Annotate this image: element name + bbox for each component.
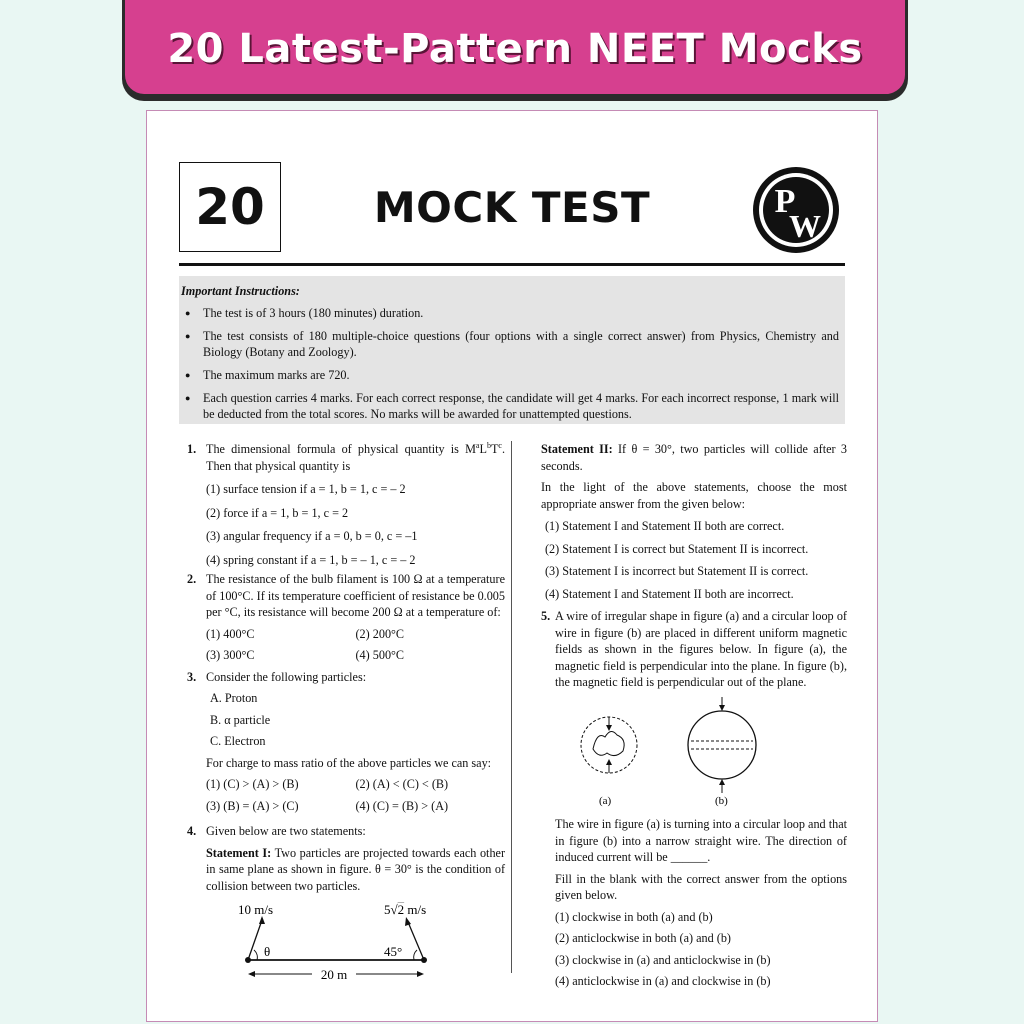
option: (4) anticlockwise in (a) and clockwise in (b): [555, 974, 771, 988]
svg-text:W: W: [789, 208, 821, 244]
instructions-list: [181, 305, 839, 422]
question-4: [187, 823, 505, 987]
mock-test-page: [146, 110, 878, 1022]
question-subtext: For charge to mass ratio of the above particles we can say:: [206, 755, 492, 770]
svg-text:θ: θ: [264, 944, 271, 959]
question-5: [541, 608, 847, 990]
svg-text:45°: 45°: [384, 944, 403, 959]
list-item: A. Proton: [210, 691, 258, 705]
projectile-figure: [224, 902, 444, 982]
option: (3) clockwise in (a) and anticlockwise in (b): [555, 952, 771, 967]
instructions-heading: Important Instructions:: [181, 284, 300, 298]
option: (3) Statement I is incorrect but Statement II is correct.: [545, 564, 809, 578]
test-number-box: 20: [179, 162, 281, 252]
option: (4) 500°C: [355, 648, 405, 662]
instruction-item: ● The maximum marks are 720.: [181, 367, 839, 383]
option: (3) (B) = (A) > (C): [206, 798, 299, 813]
question-number: 4.: [187, 824, 197, 838]
question-text: A wire of irregular shape in figure (a) and a circular loop of wire in figure (b) are placed in different uniform magnetic fields as shown in the figures below. In figure (a), the magnetic field is perpendicular into the plane. In figure (b), the magnetic field is perpendicular out of the plane.: [555, 609, 847, 689]
right-column: [541, 441, 847, 990]
list-item: C. Electron: [210, 734, 266, 748]
question-prompt: In the light of the above statements, choose the most appropriate answer from the given below:: [541, 480, 847, 511]
question-number: 3.: [187, 669, 197, 684]
header-rule: [179, 263, 845, 266]
option: (2) anticlockwise in both (a) and (b): [555, 931, 731, 945]
option: (1) surface tension if a = 1, b = 1, c = – 2: [206, 482, 406, 496]
question-number: 2.: [187, 572, 197, 586]
option: (4) spring constant if a = 1, b = – 1, c = – 2: [206, 552, 416, 567]
pw-logo-icon: [751, 165, 841, 255]
question-subtext: The wire in figure (a) is turning into a circular loop and that in figure (b) into a narrow straight wire. The direction of induced current will be ______.: [555, 817, 847, 864]
option: (1) (C) > (A) > (B): [206, 777, 299, 791]
option: (2) 200°C: [355, 626, 405, 641]
question-text: Consider the following particles:: [206, 669, 367, 684]
question-text: The resistance of the bulb filament is 100 Ω at a temperature of 100°C. If its temperature coefficient of resistance be 0.005 per °C, its resistance will become 200 Ω at a temperature of:: [206, 572, 505, 619]
column-divider: [511, 441, 512, 973]
option: (1) 400°C: [206, 626, 255, 641]
question-2: [187, 571, 505, 664]
option: (1) Statement I and Statement II both are correct.: [545, 519, 785, 533]
svg-text:10 m/s: 10 m/s: [238, 902, 274, 917]
list-item: B. α particle: [210, 712, 271, 727]
instruction-item: ● The test is of 3 hours (180 minutes) duration.: [181, 305, 839, 321]
svg-text:5√2 m/s: 5√2 m/s: [384, 902, 427, 917]
magnetic-field-figure: [575, 697, 825, 807]
question-1: [187, 441, 505, 568]
banner-title: 20 Latest-Pattern NEET Mocks: [167, 26, 863, 72]
instruction-item: ● The test consists of 180 multiple-choice questions (four options with a single correct answer) from Physics, Chemistry and Biology (Botany and Zoology).: [181, 328, 839, 360]
svg-text:20 m: 20 m: [320, 967, 348, 982]
option: (2) Statement I is correct but Statement II is incorrect.: [545, 541, 809, 556]
left-column: [187, 441, 505, 987]
instruction-item: ● Each question carries 4 marks. For each correct response, the candidate will get 4 marks. For each incorrect response, 1 mark will be deducted from the total scores. No marks will be awarded for unattempted questions.: [181, 390, 839, 422]
svg-text:(a): (a): [599, 794, 612, 807]
statement-2: Statement II: If θ = 30°, two particles will collide after 3 seconds.: [541, 442, 847, 473]
banner: [122, 0, 908, 97]
question-text: The dimensional formula of physical quantity is $M^aL^bT^c$. Then that physical quantity is: [206, 440, 505, 473]
svg-text:P: P: [774, 183, 796, 220]
question-subtext: Fill in the blank with the correct answer from the options given below.: [555, 871, 847, 902]
option: (3) 300°C: [206, 648, 255, 662]
option: (2) (A) < (C) < (B): [355, 777, 449, 791]
option: (4) Statement I and Statement II both are incorrect.: [545, 586, 794, 601]
question-number: 1.: [187, 442, 197, 456]
question-text: Given below are two statements:: [206, 824, 366, 838]
page-title: MOCK TEST: [373, 183, 651, 232]
question-3: [187, 669, 505, 815]
question-number: 5.: [541, 609, 551, 623]
option: (2) force if a = 1, b = 1, c = 2: [206, 505, 349, 520]
svg-text:(b): (b): [715, 794, 728, 807]
instructions-box: [179, 276, 845, 424]
option: (3) angular frequency if a = 0, b = 0, c = –1: [206, 529, 418, 543]
statement-1: Statement I: Two particles are projected towards each other in same plane as shown in figure. θ = 30° is the condition of collision between two particles.: [206, 845, 506, 893]
option: (4) (C) = (B) > (A): [355, 798, 449, 813]
option: (1) clockwise in both (a) and (b): [555, 909, 713, 924]
